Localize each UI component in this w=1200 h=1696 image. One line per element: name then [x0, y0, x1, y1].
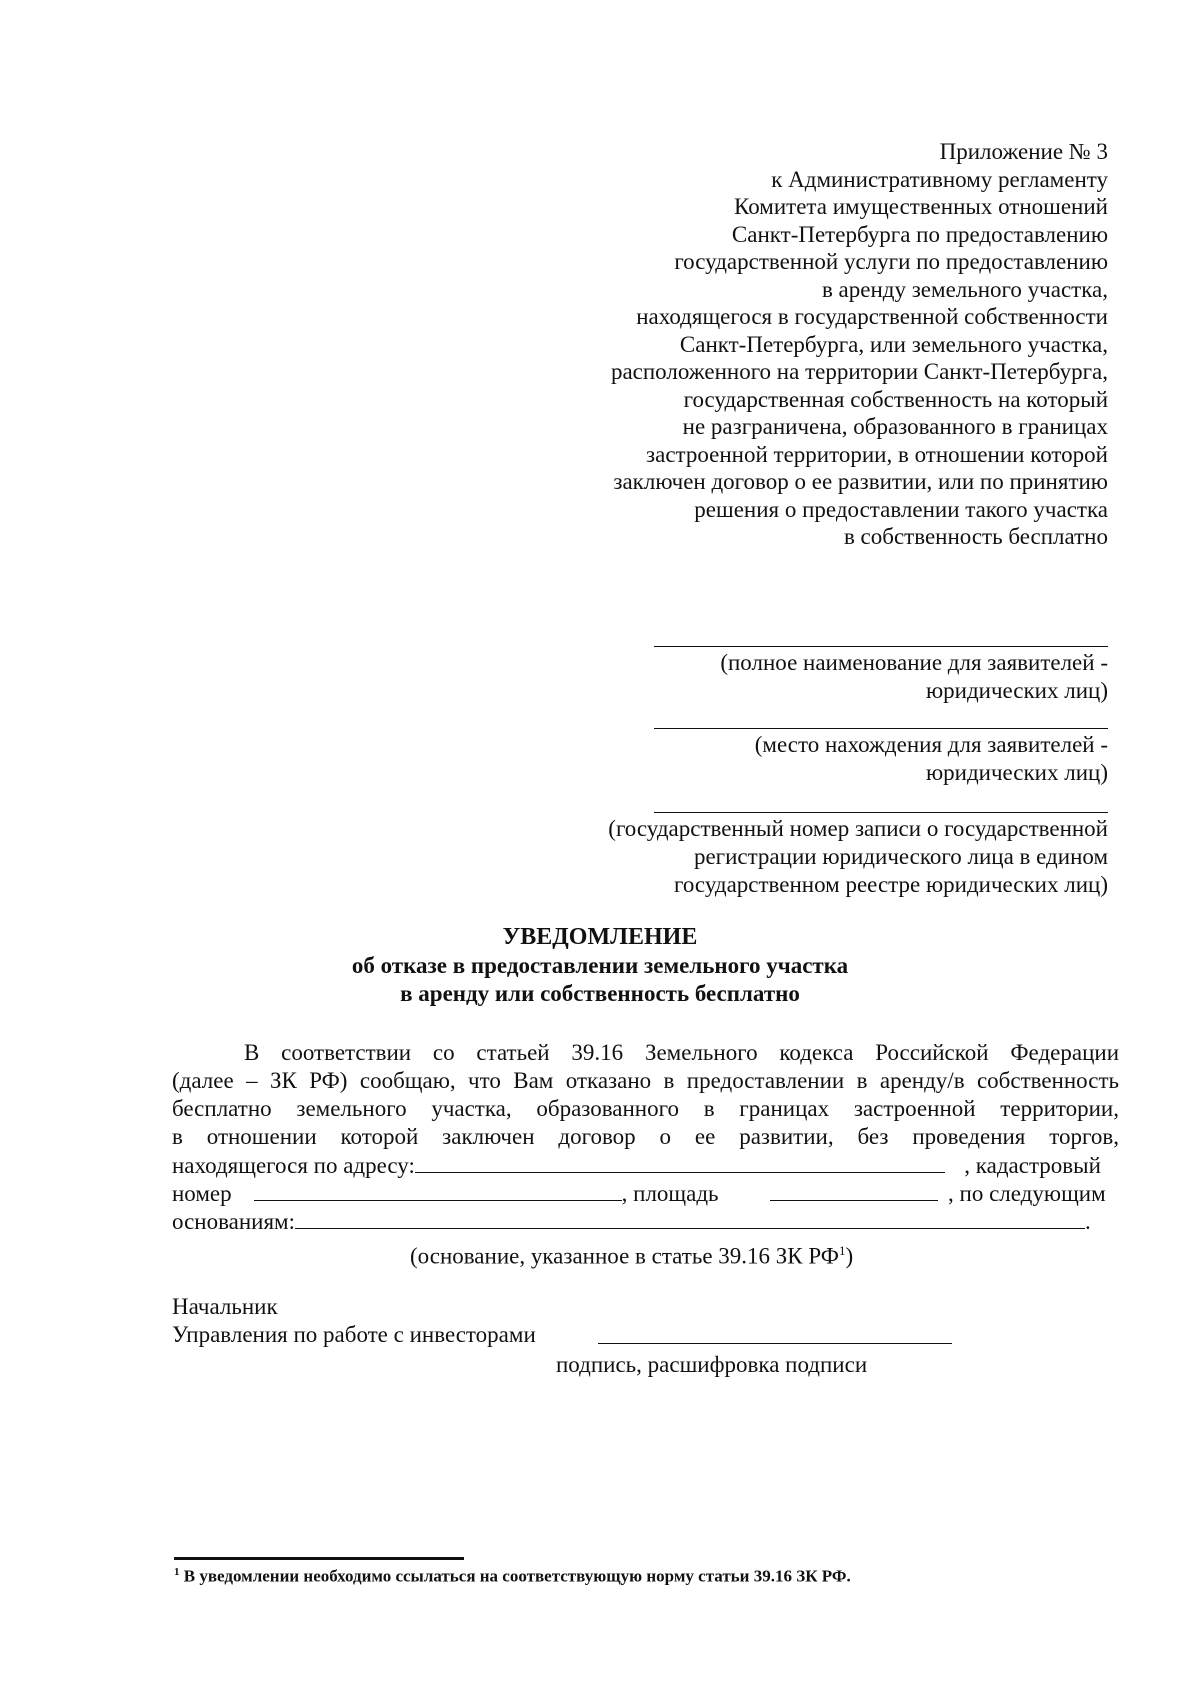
footnote-text: В уведомлении необходимо ссылаться на соответствующую норму статьи 39.16 ЗК РФ.: [179, 1566, 851, 1586]
appendix-line: не разграничена, образованного в границах: [682, 414, 1108, 439]
cadastral-label: , кадастровый: [964, 1153, 1101, 1178]
appendix-line: государственной услуги по предоставлению: [674, 249, 1108, 274]
recipient-location-field[interactable]: [654, 728, 1108, 729]
grounds-hint-close: ): [845, 1243, 854, 1269]
signatory-title-2: Управления по работе с инвесторами: [172, 1322, 536, 1347]
signature-hint: подпись, расшифровка подписи: [556, 1352, 868, 1377]
notice-subtitle-2: в аренду или собственность бесплатно: [400, 981, 800, 1006]
appendix-line: Приложение № 3: [939, 139, 1108, 164]
recipient-location-hint: [755, 731, 1108, 787]
appendix-header: [468, 138, 1108, 551]
body-line-5: [172, 1152, 1119, 1179]
footnote-mark: 1: [174, 1566, 180, 1578]
appendix-line: Санкт-Петербурга, или земельного участка,: [679, 331, 1108, 357]
following-label: , по следующим: [948, 1181, 1106, 1206]
footnote: [174, 1566, 851, 1587]
hint-line: регистрации юридического лица в едином: [693, 844, 1108, 869]
recipient-registration-field[interactable]: [654, 812, 1108, 813]
signature-field[interactable]: [598, 1343, 952, 1344]
number-label: номер: [172, 1181, 232, 1206]
cadastral-number-field[interactable]: [254, 1180, 622, 1201]
footnote-ref: 1: [838, 1243, 846, 1258]
hint-line: (полное наименование для заявителей -: [720, 650, 1108, 675]
hint-line: (место нахождения для заявителей -: [754, 732, 1108, 757]
appendix-line: в аренду земельного участка,: [821, 276, 1108, 302]
body-line-6: [172, 1180, 1119, 1207]
grounds-field[interactable]: [295, 1208, 1085, 1229]
body-line-7: [172, 1208, 1119, 1235]
area-label: , площадь: [621, 1181, 719, 1206]
appendix-line: к Административному регламенту: [771, 166, 1108, 192]
hint-line: юридических лиц): [925, 678, 1108, 703]
hint-line: (государственный номер записи о государственной: [608, 816, 1108, 841]
grounds-hint-text: (основание, указанное в статье 39.16 ЗК РФ: [410, 1243, 839, 1269]
footnote-divider: [174, 1557, 464, 1560]
appendix-line: Комитета имущественных отношений: [734, 194, 1108, 219]
notice-subtitle-1: об отказе в предоставлении земельного участка: [351, 953, 849, 978]
grounds-hint: [410, 1238, 853, 1270]
appendix-line: застроенной территории, в отношении которой: [646, 441, 1108, 467]
signatory-title-1: Начальник: [172, 1294, 278, 1319]
address-field[interactable]: [415, 1152, 945, 1173]
notice-title: УВЕДОМЛЕНИЕ: [502, 924, 698, 950]
recipient-registration-hint: [608, 815, 1108, 899]
grounds-end: .: [1085, 1209, 1091, 1234]
appendix-line: Санкт-Петербурга по предоставлению: [731, 221, 1108, 247]
appendix-line: заключен договор о ее развитии, или по принятию: [613, 469, 1108, 494]
appendix-line: расположенного на территории Санкт-Петербурга,: [610, 359, 1108, 384]
body-line-2: (далее – ЗК РФ) сообщаю, что Вам отказано в предоставлении в аренду/в собственность: [172, 1068, 1119, 1093]
area-field[interactable]: [770, 1180, 938, 1201]
recipient-name-hint: [720, 649, 1108, 705]
recipient-name-field[interactable]: [654, 646, 1108, 647]
appendix-line: государственная собственность на который: [683, 386, 1108, 412]
address-label: находящегося по адресу:: [172, 1153, 415, 1178]
appendix-line: решения о предоставлении такого участка: [694, 496, 1108, 522]
hint-line: государственном реестре юридических лиц): [673, 872, 1108, 897]
body-line-4: в отношении которой заключен договор о ее развитии, без проведения торгов,: [172, 1124, 1119, 1149]
grounds-label: основаниям:: [172, 1209, 295, 1234]
appendix-line: находящегося в государственной собственности: [636, 304, 1108, 329]
body-line-3: бесплатно земельного участка, образованного в границах застроенной территории,: [172, 1096, 1119, 1121]
body-line-1: В соответствии со статьей 39.16 Земельного кодекса Российской Федерации: [244, 1040, 1119, 1065]
appendix-line: в собственность бесплатно: [843, 524, 1108, 549]
hint-line: юридических лиц): [925, 760, 1108, 785]
